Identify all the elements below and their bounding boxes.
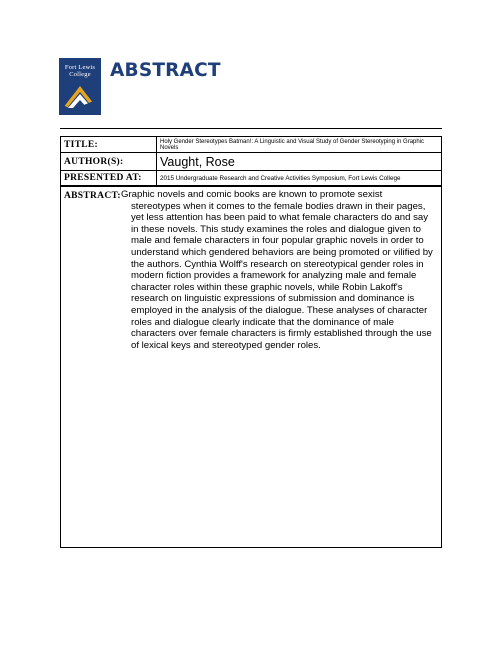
- logo-text-line2: College: [69, 71, 91, 78]
- author-row: [61, 153, 442, 171]
- abstract-body: stereotypes when it comes to the female bodies drawn in their pages, yet less attention has been paid to what female characters do and say in these novels. This study examines the roles and dialogue given to male and female characters in four popular graphic novels in order to understand which gendered behaviors are being promoted or vilified by the authors. Cynthia Wolff's research on stereotypical gender roles in modern fiction provides a framework for analyzing male and female character roles within these graphic novels, while Robin Lakoff's research on linguistic expressions of submission and dominance is employed in the analysis of the dialogue. These analyses of character roles and dialogue clearly indicate that the dominance of male characters over female characters is firmly established through the use of lexical keys and stereotyped gender roles.: [131, 200, 433, 351]
- abstract-first-line: Graphic novels and comic books are known to promote sexist: [121, 189, 383, 200]
- logo-text-line1: Fort Lewis: [64, 64, 96, 71]
- presented-label: PRESENTED AT:: [61, 171, 157, 186]
- divider: [60, 128, 442, 129]
- presented-row: [61, 171, 442, 186]
- author-label: AUTHOR(S):: [61, 153, 157, 171]
- page-heading: ABSTRACT: [110, 60, 221, 81]
- info-table: [60, 136, 442, 186]
- title-value: Holy Gender Stereotypes Batman!: A Linguistic and Visual Study of Gender Stereotyping in Graphic Novels: [157, 137, 442, 153]
- college-logo: [59, 58, 101, 115]
- title-row: [61, 137, 442, 153]
- presented-value: 2015 Undergraduate Research and Creative Activities Symposium, Fort Lewis College: [157, 171, 442, 186]
- abstract-text: [121, 189, 437, 351]
- abstract-box: [60, 186, 442, 548]
- abstract-label: ABSTRACT:: [64, 191, 121, 201]
- title-label: TITLE:: [61, 137, 157, 153]
- author-value: Vaught, Rose: [157, 153, 442, 171]
